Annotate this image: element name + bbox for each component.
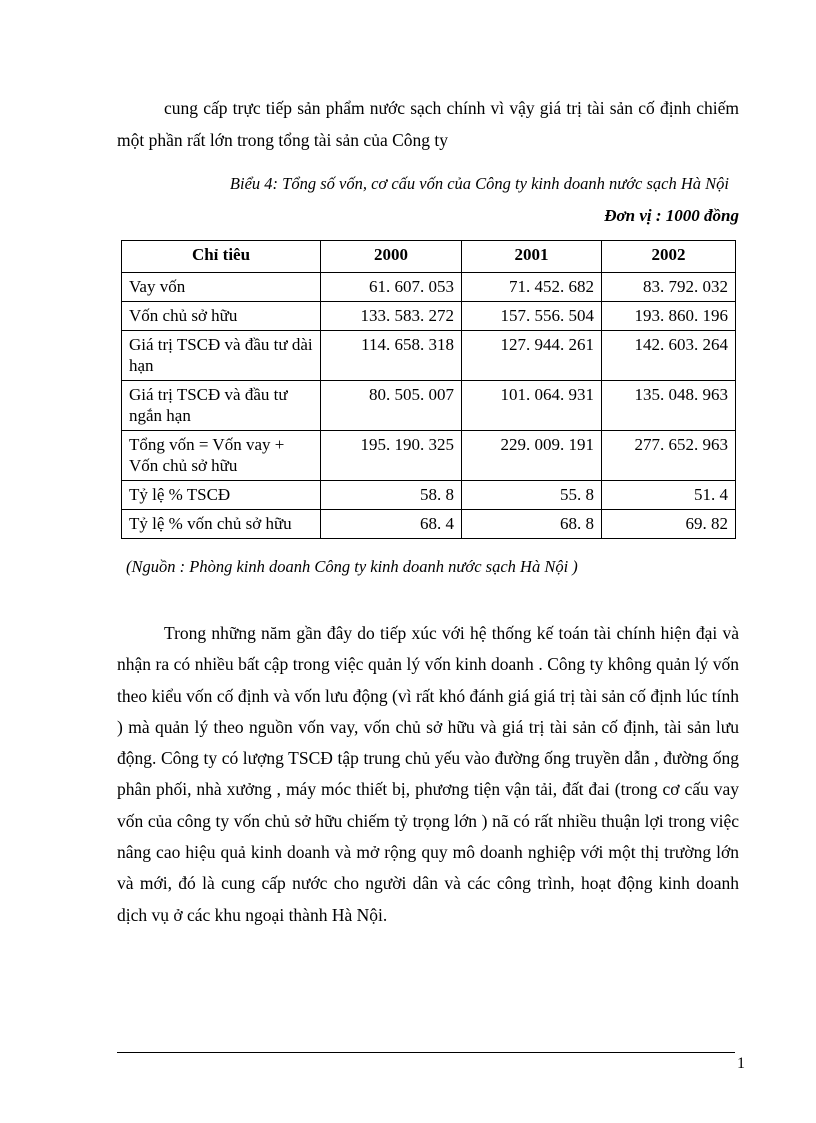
table-row bbox=[122, 481, 736, 510]
cell-2001: 68. 8 bbox=[462, 510, 602, 539]
table-caption: Biểu 4: Tổng số vốn, cơ cấu vốn của Công ty kinh doanh nước sạch Hà Nội bbox=[229, 174, 729, 193]
intro-paragraph bbox=[117, 92, 739, 156]
cell-2002: 193. 860. 196 bbox=[602, 302, 736, 331]
cell-2002: 83. 792. 032 bbox=[602, 273, 736, 302]
header-year-2000: 2000 bbox=[321, 241, 462, 273]
table-row bbox=[122, 510, 736, 539]
unit-label: Đơn vị : 1000 đồng bbox=[604, 206, 739, 225]
table-row bbox=[122, 431, 736, 481]
row-label: Vay vốn bbox=[122, 273, 321, 302]
cell-2001: 101. 064. 931 bbox=[462, 381, 602, 431]
cell-2001: 55. 8 bbox=[462, 481, 602, 510]
row-label: Tỷ lệ % vốn chủ sở hữu bbox=[122, 510, 321, 539]
row-label: Tỷ lệ % TSCĐ bbox=[122, 481, 321, 510]
cell-2000: 80. 505. 007 bbox=[321, 381, 462, 431]
table-row bbox=[122, 302, 736, 331]
footer-divider bbox=[117, 1052, 735, 1053]
body-text: Trong những năm gần đây do tiếp xúc với hệ thống kế toán tài chính hiện đại và nhận ra có nhiều bất cập trong việc quản lý vốn kinh doanh . Công ty không quản lý vốn theo kiểu vốn cố định và vốn lưu động (vì rất khó đánh giá giá trị tài sản cố định lúc tính ) mà quản lý theo nguồn vốn vay, vốn chủ sở hữu và giá trị tài sản cố định, tài sản lưu động. Công ty có lượng TSCĐ tập trung chủ yếu vào đường ống truyền dẫn , đường ống phân phối, nhà xưởng , máy móc thiết bị, phương tiện vận tải, đất đai (trong cơ cấu vay vốn của công ty vốn chủ sở hữu chiếm tỷ trọng lớn ) nã có rất nhiều thuận lợi trong việc nâng cao hiệu quả kinh doanh và mở rộng quy mô doanh nghiệp với một thị trường lớn và mới, đó là cung cấp nước cho người dân và các công trình, hoạt động kinh doanh dịch vụ ở các khu ngoại thành Hà Nội. bbox=[117, 623, 739, 925]
table-row bbox=[122, 331, 736, 381]
header-year-2001: 2001 bbox=[462, 241, 602, 273]
cell-2001: 157. 556. 504 bbox=[462, 302, 602, 331]
page-number: 1 bbox=[737, 1055, 745, 1072]
cell-2002: 277. 652. 963 bbox=[602, 431, 736, 481]
cell-2001: 127. 944. 261 bbox=[462, 331, 602, 381]
cell-2000: 133. 583. 272 bbox=[321, 302, 462, 331]
intro-text: cung cấp trực tiếp sản phẩm nước sạch chính vì vậy giá trị tài sản cố định chiếm một phần rất lớn trong tổng tài sản của Công ty bbox=[117, 98, 739, 150]
row-label: Tổng vốn = Vốn vay + Vốn chủ sở hữu bbox=[122, 431, 321, 481]
cell-2002: 135. 048. 963 bbox=[602, 381, 736, 431]
cell-2001: 71. 452. 682 bbox=[462, 273, 602, 302]
body-paragraph bbox=[117, 618, 739, 931]
cell-2002: 69. 82 bbox=[602, 510, 736, 539]
cell-2000: 195. 190. 325 bbox=[321, 431, 462, 481]
table-row bbox=[122, 273, 736, 302]
cell-2001: 229. 009. 191 bbox=[462, 431, 602, 481]
row-label: Giá trị TSCĐ và đầu tư ngắn hạn bbox=[122, 381, 321, 431]
source-note: (Nguồn : Phòng kinh doanh Công ty kinh doanh nước sạch Hà Nội ) bbox=[126, 557, 578, 576]
cell-2002: 51. 4 bbox=[602, 481, 736, 510]
table-row bbox=[122, 381, 736, 431]
cell-2000: 68. 4 bbox=[321, 510, 462, 539]
cell-2000: 114. 658. 318 bbox=[321, 331, 462, 381]
row-label: Vốn chủ sở hữu bbox=[122, 302, 321, 331]
table-header-row bbox=[122, 241, 736, 273]
cell-2002: 142. 603. 264 bbox=[602, 331, 736, 381]
header-indicator: Chỉ tiêu bbox=[122, 241, 321, 273]
capital-structure-table bbox=[121, 240, 736, 539]
cell-2000: 58. 8 bbox=[321, 481, 462, 510]
header-year-2002: 2002 bbox=[602, 241, 736, 273]
cell-2000: 61. 607. 053 bbox=[321, 273, 462, 302]
row-label: Giá trị TSCĐ và đầu tư dài hạn bbox=[122, 331, 321, 381]
